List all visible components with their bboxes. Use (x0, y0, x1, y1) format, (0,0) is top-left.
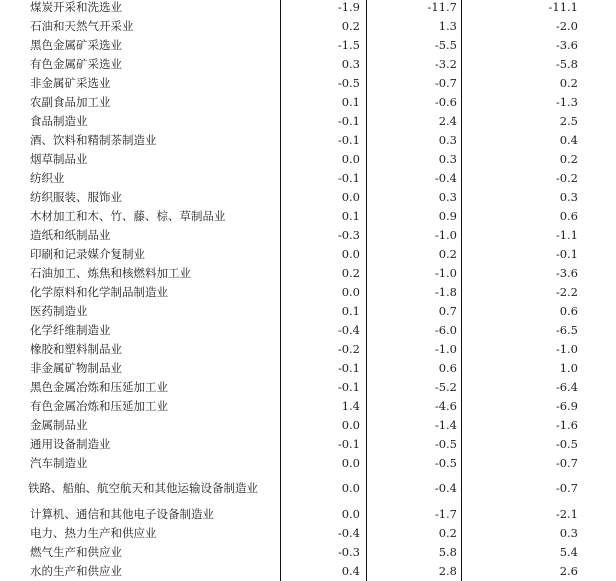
column-divider (461, 0, 462, 581)
table-row (0, 339, 616, 358)
row-label: 电力、热力生产和供应业 (30, 525, 157, 540)
table-row (0, 54, 616, 73)
value-cell: 0.6 (559, 208, 578, 223)
table-row (0, 35, 616, 54)
value-cell: -11.1 (548, 0, 578, 14)
row-label: 计算机、通信和其他电子设备制造业 (30, 506, 214, 521)
table-row (0, 244, 616, 263)
row-label: 造纸和纸制品业 (30, 227, 111, 242)
value-cell: 0.9 (438, 208, 457, 223)
value-cell: 0.3 (438, 151, 457, 166)
value-cell: -0.5 (434, 455, 457, 470)
value-cell: 0.1 (341, 303, 360, 318)
table-row (0, 111, 616, 130)
row-label: 水的生产和供应业 (30, 563, 122, 578)
table-row (0, 358, 616, 377)
table-row (0, 225, 616, 244)
value-cell: -0.5 (555, 436, 578, 451)
table-row (0, 415, 616, 434)
row-label: 通用设备制造业 (30, 436, 111, 451)
value-cell: 0.2 (438, 525, 457, 540)
value-cell: -5.8 (555, 56, 578, 71)
value-cell: -3.6 (555, 265, 578, 280)
row-label: 化学原料和化学制品制造业 (30, 284, 168, 299)
table-row (0, 504, 616, 523)
table-row (0, 320, 616, 339)
row-label: 石油加工、炼焦和核燃料加工业 (30, 265, 191, 280)
value-cell: -5.2 (434, 379, 457, 394)
table-row (0, 434, 616, 453)
value-cell: -0.1 (555, 246, 578, 261)
value-cell: 1.0 (559, 360, 578, 375)
row-label: 石油和天然气开采业 (30, 18, 134, 33)
row-label: 医药制造业 (30, 303, 88, 318)
row-label: 酒、饮料和精制茶制造业 (30, 132, 157, 147)
value-cell: 0.0 (341, 417, 360, 432)
value-cell: -6.9 (555, 398, 578, 413)
value-cell: -1.0 (434, 341, 457, 356)
value-cell: -6.5 (555, 322, 578, 337)
value-cell: 0.6 (438, 360, 457, 375)
value-cell: -0.5 (434, 436, 457, 451)
table-row (0, 377, 616, 396)
value-cell: -0.4 (337, 525, 360, 540)
value-cell: 0.7 (438, 303, 457, 318)
row-label: 木材加工和木、竹、藤、棕、草制品业 (30, 208, 226, 223)
value-cell: 0.3 (559, 525, 578, 540)
value-cell: 2.8 (438, 563, 457, 578)
row-label: 食品制造业 (30, 113, 88, 128)
value-cell: -3.2 (434, 56, 457, 71)
table-row (0, 92, 616, 111)
value-cell: -0.7 (434, 75, 457, 90)
table-row (0, 187, 616, 206)
table-row (0, 130, 616, 149)
table-row (0, 206, 616, 225)
value-cell: 0.0 (341, 284, 360, 299)
value-cell: 0.3 (438, 189, 457, 204)
table-row (0, 542, 616, 561)
row-label: 非金属矿采选业 (30, 75, 111, 90)
table-row (0, 263, 616, 282)
table-row (0, 16, 616, 35)
value-cell: -1.3 (555, 94, 578, 109)
row-label: 非金属矿物制品业 (30, 360, 122, 375)
value-cell: 5.8 (438, 544, 457, 559)
value-cell: -1.0 (434, 265, 457, 280)
table-row (0, 472, 616, 504)
row-label: 汽车制造业 (30, 455, 88, 470)
value-cell: -0.1 (337, 132, 360, 147)
value-cell: -1.0 (434, 227, 457, 242)
value-cell: -1.4 (434, 417, 457, 432)
value-cell: 1.4 (341, 398, 360, 413)
value-cell: 0.0 (341, 246, 360, 261)
value-cell: -1.7 (434, 506, 457, 521)
table-row (0, 168, 616, 187)
value-cell: 0.2 (341, 18, 360, 33)
value-cell: -0.1 (337, 436, 360, 451)
value-cell: 0.2 (341, 265, 360, 280)
column-divider (366, 0, 367, 581)
row-label: 煤炭开采和洗选业 (30, 0, 122, 14)
value-cell: -1.0 (555, 341, 578, 356)
value-cell: -0.7 (555, 481, 578, 495)
table-row (0, 73, 616, 92)
value-cell: 0.2 (559, 151, 578, 166)
value-cell: -0.4 (337, 322, 360, 337)
column-divider (280, 0, 281, 581)
value-cell: 0.0 (341, 189, 360, 204)
value-cell: -6.4 (555, 379, 578, 394)
value-cell: 0.2 (438, 246, 457, 261)
row-label: 化学纤维制造业 (30, 322, 111, 337)
value-cell: 0.3 (438, 132, 457, 147)
table-row (0, 453, 616, 472)
value-cell: 2.6 (559, 563, 578, 578)
value-cell: -0.1 (337, 360, 360, 375)
value-cell: -1.8 (434, 284, 457, 299)
value-cell: 0.1 (341, 208, 360, 223)
value-cell: -0.1 (337, 170, 360, 185)
value-cell: -2.1 (555, 506, 578, 521)
table-row (0, 561, 616, 580)
row-label: 橡胶和塑料制品业 (30, 341, 122, 356)
row-label: 燃气生产和供应业 (30, 544, 122, 559)
value-cell: -0.1 (337, 379, 360, 394)
value-cell: 0.2 (559, 75, 578, 90)
row-label: 铁路、船舶、航空航天和其他运输设备制造业 (28, 480, 258, 495)
value-cell: 1.3 (438, 18, 457, 33)
value-cell: -1.1 (555, 227, 578, 242)
value-cell: -2.2 (555, 284, 578, 299)
value-cell: 0.0 (341, 481, 360, 495)
value-cell: -0.7 (555, 455, 578, 470)
row-label: 烟草制品业 (30, 151, 88, 166)
value-cell: -0.4 (434, 170, 457, 185)
value-cell: -11.7 (427, 0, 457, 14)
row-label: 有色金属冶炼和压延加工业 (30, 398, 168, 413)
value-cell: -1.6 (555, 417, 578, 432)
value-cell: 0.0 (341, 455, 360, 470)
value-cell: 2.5 (559, 113, 578, 128)
value-cell: 0.4 (341, 563, 360, 578)
value-cell: -0.3 (337, 544, 360, 559)
value-cell: 2.4 (438, 113, 457, 128)
value-cell: -1.5 (337, 37, 360, 52)
value-cell: -0.3 (337, 227, 360, 242)
value-cell: -2.0 (555, 18, 578, 33)
value-cell: -0.4 (434, 481, 457, 495)
row-label: 黑色金属矿采选业 (30, 37, 122, 52)
value-cell: 0.4 (559, 132, 578, 147)
value-cell: 0.6 (559, 303, 578, 318)
value-cell: -1.9 (337, 0, 360, 14)
value-cell: -6.0 (434, 322, 457, 337)
row-label: 金属制品业 (30, 417, 88, 432)
row-label: 纺织业 (30, 170, 65, 185)
value-cell: -0.5 (337, 75, 360, 90)
row-label: 纺织服装、服饰业 (30, 189, 122, 204)
value-cell: 5.4 (559, 544, 578, 559)
value-cell: -0.1 (337, 113, 360, 128)
table-row (0, 396, 616, 415)
value-cell: -0.2 (337, 341, 360, 356)
row-label: 有色金属矿采选业 (30, 56, 122, 71)
value-cell: -0.2 (555, 170, 578, 185)
value-cell: 0.3 (559, 189, 578, 204)
value-cell: -0.6 (434, 94, 457, 109)
value-cell: -4.6 (434, 398, 457, 413)
value-cell: 0.0 (341, 151, 360, 166)
table-row (0, 523, 616, 542)
value-cell: 0.3 (341, 56, 360, 71)
value-cell: 0.0 (341, 506, 360, 521)
table-row (0, 301, 616, 320)
row-label: 印刷和记录媒介复制业 (30, 246, 145, 261)
row-label: 黑色金属冶炼和压延加工业 (30, 379, 168, 394)
table-row (0, 149, 616, 168)
table-row (0, 282, 616, 301)
row-label: 农副食品加工业 (30, 94, 111, 109)
value-cell: 0.1 (341, 94, 360, 109)
table-row (0, 0, 616, 16)
value-cell: -3.6 (555, 37, 578, 52)
value-cell: -5.5 (434, 37, 457, 52)
